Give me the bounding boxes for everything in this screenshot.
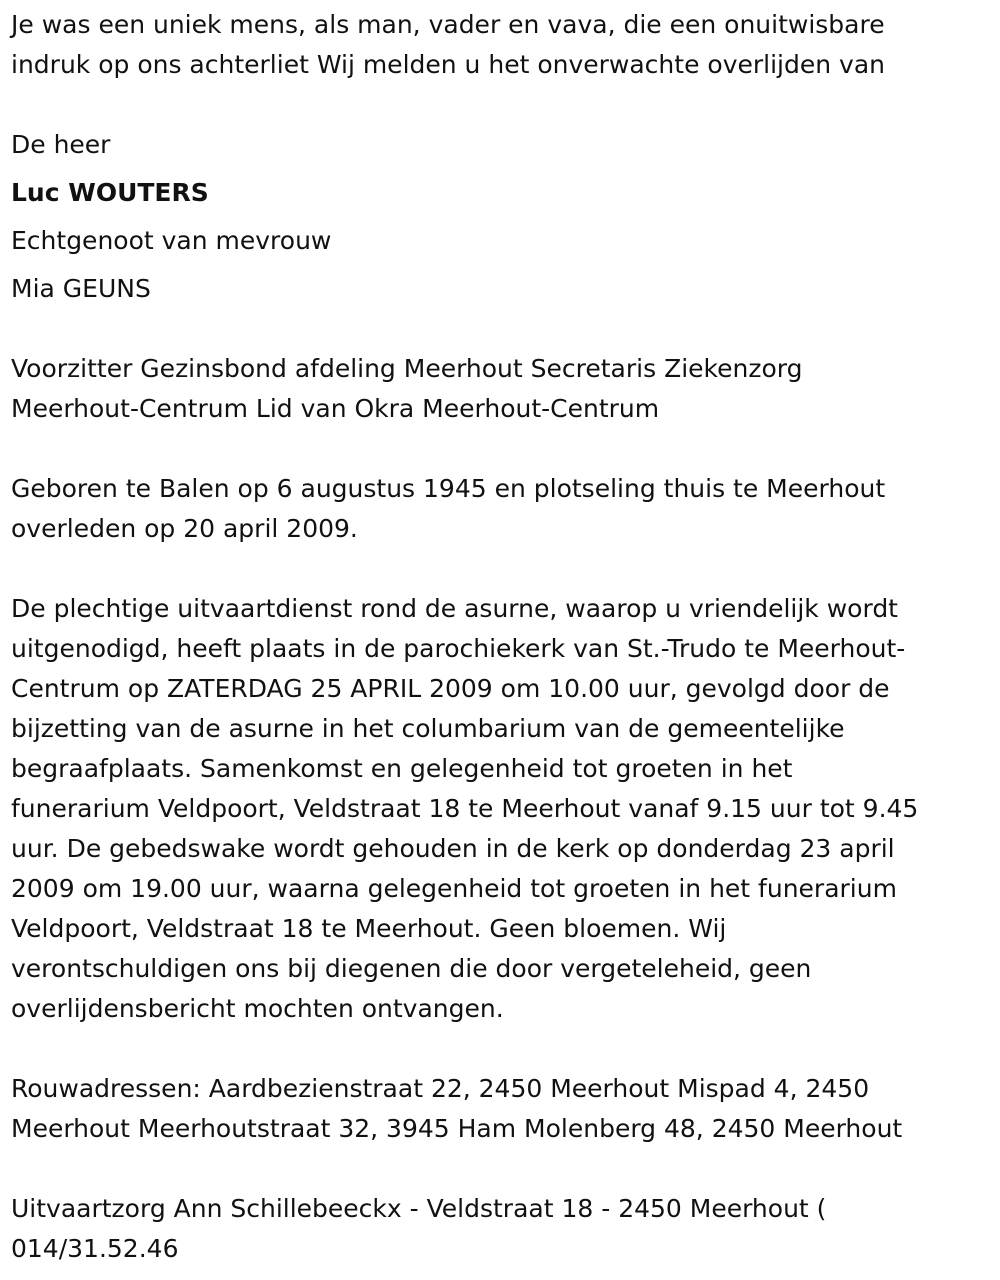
birth-death-line: overleden op 20 april 2009.	[11, 514, 358, 543]
service-line: Centrum op ZATERDAG 25 APRIL 2009 om 10.00 uur, gevolgd door de	[11, 674, 890, 703]
service-line: uur. De gebedswake wordt gehouden in de kerk op donderdag 23 april	[11, 834, 895, 863]
service-line: De plechtige uitvaartdienst rond de asurne, waarop u vriendelijk wordt	[11, 594, 898, 623]
service-line: 2009 om 19.00 uur, waarna gelegenheid tot groeten in het funerarium	[11, 874, 897, 903]
intro-line: Je was een uniek mens, als man, vader en vava, die een onuitwisbare	[11, 10, 885, 39]
service-line: bijzetting van de asurne in het columbarium van de gemeentelijke	[11, 714, 845, 743]
service-line: Veldpoort, Veldstraat 18 te Meerhout. Geen bloemen. Wij	[11, 914, 727, 943]
service-line: uitgenodigd, heeft plaats in de parochiekerk van St.-Trudo te Meerhout-	[11, 634, 906, 663]
service-line: begraafplaats. Samenkomst en gelegenheid tot groeten in het	[11, 754, 793, 783]
service-line: overlijdensbericht mochten ontvangen.	[11, 994, 504, 1023]
address-line: Meerhout Meerhoutstraat 32, 3945 Ham Molenberg 48, 2450 Meerhout	[11, 1114, 903, 1143]
birth-death-line: Geboren te Balen op 6 augustus 1945 en plotseling thuis te Meerhout	[11, 474, 886, 503]
person-title: De heer	[11, 130, 111, 159]
funeral-home-line: Uitvaartzorg Ann Schillebeeckx - Veldstraat 18 - 2450 Meerhout (	[11, 1194, 827, 1223]
person-name: Luc WOUTERS	[11, 178, 209, 207]
roles-line: Meerhout-Centrum Lid van Okra Meerhout-Centrum	[11, 394, 660, 423]
service-line: funerarium Veldpoort, Veldstraat 18 te Meerhout vanaf 9.15 uur tot 9.45	[11, 794, 919, 823]
roles-line: Voorzitter Gezinsbond afdeling Meerhout Secretaris Ziekenzorg	[11, 354, 803, 383]
funeral-home-phone: 014/31.52.46	[11, 1234, 179, 1263]
address-line: Rouwadressen: Aardbezienstraat 22, 2450 Meerhout Mispad 4, 2450	[11, 1074, 870, 1103]
person-relation: Echtgenoot van mevrouw	[11, 226, 332, 255]
spouse-name: Mia GEUNS	[11, 274, 151, 303]
intro-line: indruk op ons achterliet Wij melden u het onverwachte overlijden van	[11, 50, 885, 79]
service-line: verontschuldigen ons bij diegenen die door vergeteleheid, geen	[11, 954, 812, 983]
